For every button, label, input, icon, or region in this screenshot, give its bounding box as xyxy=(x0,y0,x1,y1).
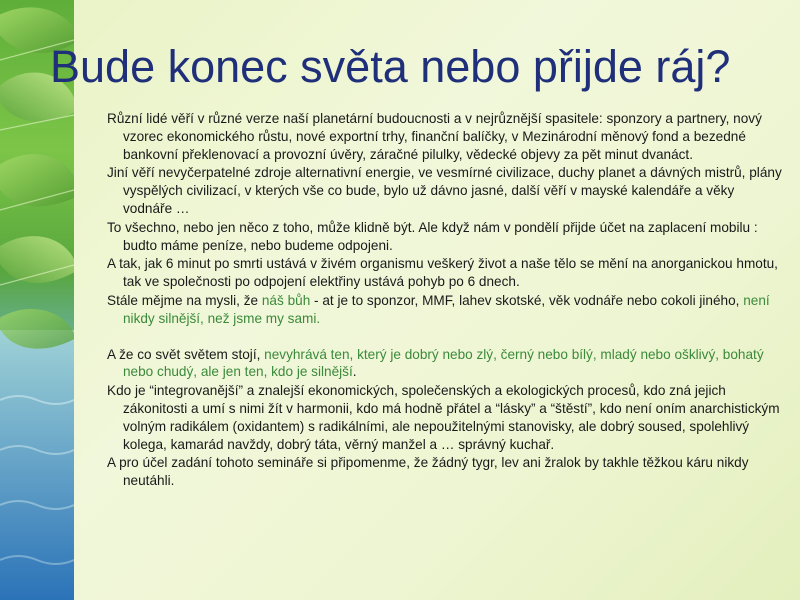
body-text: A pro účel zadání tohoto semináře si připomenme, že žádný tygr, lev ani žralok by takhle těžkou káru nikdy neutáhli. xyxy=(107,455,749,489)
body-text: To všechno, nebo jen něco z toho, může klidně být. Ale když nám v pondělí přijde účet na zaplacení mobilu : budto máme peníze, nebo budeme odpojeni. xyxy=(107,219,758,253)
bullet-paragraph xyxy=(107,346,785,382)
body-text: A tak, jak 6 minut po smrti ustává v živém organismu veškerý život a naše tělo se mění na anorganickou hmotu, tak ve společnosti po odpojení elektřiny ustává pohyb po 6 dnech. xyxy=(107,256,778,290)
bullet-paragraph xyxy=(107,164,785,217)
body-text: - at je to sponzor, MMF, lahev skotské, věk vodnáře nebo cokoli jiného, xyxy=(310,292,744,308)
body-text: Různí lidé věří v různé verze naší planetární budoucnosti a v nejrůznější spasitele: sponzory a partnery, nový vzorec ekonomického růstu, nové exportní trhy, finanční balíčky, v Mezinárodní měnový fond a bezedné bankovní překlenovací a provozní úvěry, záračné pilulky, vědecké objevy za pět minut dvanáct. xyxy=(107,111,762,162)
bullet-paragraph xyxy=(107,382,785,453)
slide-title: Bude konec světa nebo přijde ráj? xyxy=(50,41,731,92)
body-text: A že co svět světem stojí, xyxy=(107,346,265,362)
highlighted-text: nevyhrává ten, který je dobrý nebo zlý, černý nebo bílý, mladý nebo ošklivý, bohatý nebo chudý, ale jen ten, kdo je silnější xyxy=(123,346,764,380)
body-text: Jiní věří nevyčerpatelné zdroje alternativní energie, ve vesmírné civilizace, duchy planet a dávných mistrů, plány vyspělých civilizací, v kterých vše co bude, bylo už dávno jasné, další věří v mayské kalendáře a věky vodnáře … xyxy=(107,165,782,216)
highlighted-text: není nikdy silnější, než jsme my sami. xyxy=(123,292,770,326)
bullet-paragraph xyxy=(107,255,785,291)
body-text: Stále mějme na mysli, že xyxy=(107,292,262,308)
bullet-paragraph xyxy=(107,110,785,163)
highlighted-text: náš bůh xyxy=(261,292,311,308)
bullet-paragraph xyxy=(107,454,785,490)
slide-body xyxy=(107,110,785,491)
bullet-paragraph xyxy=(107,219,785,255)
bullet-paragraph xyxy=(107,292,785,328)
body-text: . xyxy=(352,364,357,380)
body-text: Kdo je “integrovanější” a znalejší ekonomických, společenských a ekologických procesů, kdo zná jejich zákonitosti a umí s nimi žít v harmonii, kdo má hodně přátel a “lásky” a “štěstí”, kdo není oním anarchistickým volným radikálem (oxidantem) s radikálními, ale nepoužitelnými stanovisky, ale dobrý soused, spolehlivý kolega, kamarád navždy, dobrý táta, věrný manžel a … správný kuchař. xyxy=(107,383,780,452)
